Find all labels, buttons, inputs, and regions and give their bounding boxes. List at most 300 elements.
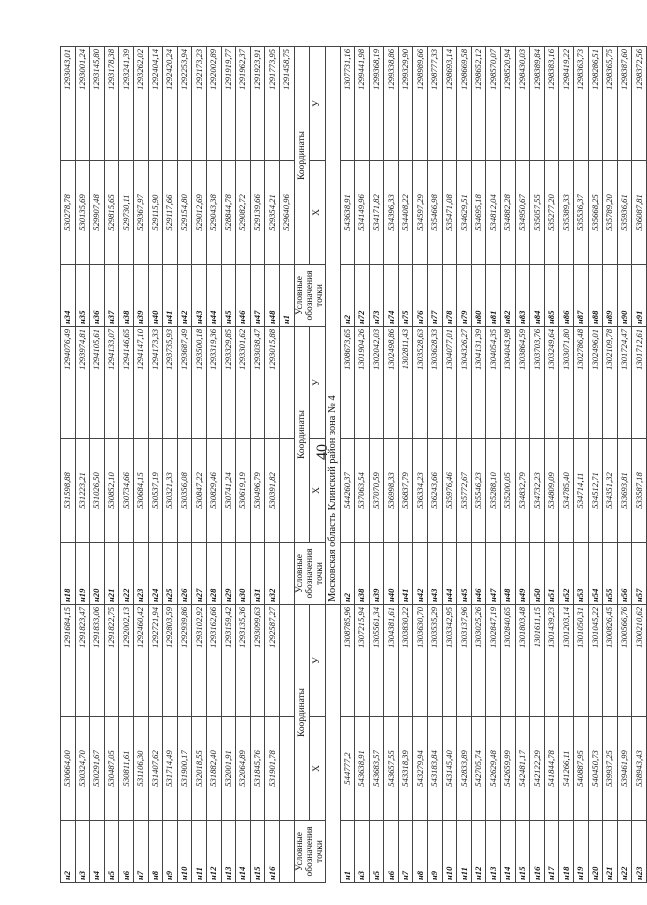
point-label: н11 xyxy=(192,821,207,883)
point-label: н13 xyxy=(221,821,236,883)
point-label: н79 xyxy=(457,265,472,327)
x-coordinate: 534832,79 xyxy=(515,439,530,543)
x-coordinate: 535976,46 xyxy=(442,439,457,543)
x-coordinate: 529907,48 xyxy=(90,161,105,265)
y-coordinate: 1303249,64 xyxy=(544,327,559,439)
table-row xyxy=(221,47,236,883)
point-label: н16 xyxy=(530,821,545,883)
point-label: н19 xyxy=(574,821,589,883)
y-coordinate: 1292002,89 xyxy=(206,47,221,161)
y-coordinate: 1293241,39 xyxy=(119,47,134,161)
x-coordinate: 530734,66 xyxy=(119,439,134,543)
point-label: н2 xyxy=(340,265,355,327)
point-label: н23 xyxy=(133,543,148,605)
x-coordinate: 541266,11 xyxy=(559,717,574,821)
y-coordinate: 1298669,58 xyxy=(457,47,472,161)
y-coordinate: 1292404,14 xyxy=(148,47,163,161)
table-row xyxy=(177,47,192,883)
y-coordinate: 1299368,19 xyxy=(369,47,384,161)
x-coordinate: 542833,89 xyxy=(457,717,472,821)
table-row xyxy=(501,47,516,883)
table-row xyxy=(530,47,545,883)
y-coordinate: 1299329,90 xyxy=(398,47,413,161)
point-label: н48 xyxy=(501,543,516,605)
y-coordinate: 1291833,06 xyxy=(90,605,105,717)
point-label: н1 xyxy=(279,265,294,327)
point-label: н11 xyxy=(457,821,472,883)
point-label: н21 xyxy=(603,821,618,883)
x-coordinate: 534629,51 xyxy=(457,161,472,265)
empty-cell xyxy=(279,439,294,543)
table-row xyxy=(61,47,76,883)
empty-cell xyxy=(279,543,294,605)
x-coordinate: 535772,67 xyxy=(457,439,472,543)
x-coordinate: 530278,78 xyxy=(61,161,76,265)
table-row xyxy=(355,47,370,883)
x-coordinate: 542122,29 xyxy=(530,717,545,821)
y-coordinate: 1291822,75 xyxy=(104,605,119,717)
point-label: н29 xyxy=(221,543,236,605)
point-label: н47 xyxy=(250,265,265,327)
point-label: н24 xyxy=(148,543,163,605)
point-label: н21 xyxy=(104,543,119,605)
y-coordinate: 1301712,61 xyxy=(632,327,647,439)
point-label: н81 xyxy=(486,265,501,327)
y-coordinate: 1304054,35 xyxy=(486,327,501,439)
point-label: н22 xyxy=(617,821,632,883)
y-coordinate: 1302496,01 xyxy=(588,327,603,439)
x-coordinate: 540450,73 xyxy=(588,717,603,821)
y-coordinate: 1304381,61 xyxy=(384,605,399,717)
x-coordinate: 542705,74 xyxy=(471,717,486,821)
y-coordinate: 1303535,29 xyxy=(428,605,443,717)
point-label: н15 xyxy=(250,821,265,883)
table-row xyxy=(206,47,221,883)
x-coordinate: 536998,33 xyxy=(384,439,399,543)
y-coordinate: 1298286,51 xyxy=(588,47,603,161)
point-label: н27 xyxy=(192,543,207,605)
x-coordinate: 531026,50 xyxy=(90,439,105,543)
y-coordinate: 1293162,66 xyxy=(206,605,221,717)
y-coordinate: 1303628,33 xyxy=(428,327,443,439)
x-coordinate: 530684,15 xyxy=(133,439,148,543)
x-coordinate: 529117,66 xyxy=(163,161,178,265)
x-coordinate: 529082,72 xyxy=(236,161,251,265)
x-coordinate: 529012,69 xyxy=(192,161,207,265)
y-coordinate: 1304326,27 xyxy=(457,327,472,439)
spacer-cell xyxy=(325,605,340,883)
point-label: н76 xyxy=(413,265,428,327)
point-label: н7 xyxy=(133,821,148,883)
point-label-header: Условные обозначения точки xyxy=(294,543,325,605)
x-coordinate: 536243,66 xyxy=(428,439,443,543)
coordinates-header: Координаты xyxy=(294,605,310,821)
point-label: н37 xyxy=(104,265,119,327)
x-coordinate: 530664,00 xyxy=(61,717,76,821)
table-row xyxy=(574,47,589,883)
zone-title: Московская область Клинский район зона № 4 xyxy=(325,47,340,605)
point-label: н83 xyxy=(515,265,530,327)
table-row xyxy=(515,47,530,883)
y-coordinate: 1298693,14 xyxy=(442,47,457,161)
y-coordinate: 1298383,16 xyxy=(544,47,559,161)
point-label: н5 xyxy=(104,821,119,883)
x-coordinate: 535536,37 xyxy=(574,161,589,265)
x-coordinate: 535200,05 xyxy=(501,439,516,543)
x-coordinate: 534408,22 xyxy=(398,161,413,265)
x-coordinate: 530324,70 xyxy=(75,717,90,821)
y-coordinate: 1298419,22 xyxy=(559,47,574,161)
y-coordinate: 1291773,95 xyxy=(265,47,280,161)
table-row xyxy=(384,47,399,883)
y-coordinate: 1293319,36 xyxy=(206,327,221,439)
x-coordinate: 535277,20 xyxy=(544,161,559,265)
header-row xyxy=(310,47,326,883)
x-header: X xyxy=(310,161,326,265)
x-coordinate: 543145,40 xyxy=(442,717,457,821)
x-coordinate: 530537,19 xyxy=(148,439,163,543)
x-coordinate: 530291,67 xyxy=(90,717,105,821)
table-row xyxy=(559,47,574,883)
x-coordinate: 534351,32 xyxy=(603,439,618,543)
x-coordinate: 529154,80 xyxy=(177,161,192,265)
point-label: н34 xyxy=(61,265,76,327)
y-coordinate: 1291962,37 xyxy=(236,47,251,161)
table-row xyxy=(148,47,163,883)
point-label: н50 xyxy=(530,543,545,605)
point-label: н85 xyxy=(544,265,559,327)
x-coordinate: 544260,37 xyxy=(340,439,355,543)
y-coordinate: 1298372,56 xyxy=(632,47,647,161)
x-coordinate: 543638,91 xyxy=(340,161,355,265)
y-coordinate: 1293159,42 xyxy=(221,605,236,717)
point-label: н75 xyxy=(398,265,413,327)
y-coordinate: 1303630,70 xyxy=(413,605,428,717)
point-label: н87 xyxy=(574,265,589,327)
x-coordinate: 534695,18 xyxy=(471,161,486,265)
empty-cell xyxy=(279,327,294,439)
point-label: н40 xyxy=(384,543,399,605)
point-label: н5 xyxy=(369,821,384,883)
x-coordinate: 535936,61 xyxy=(617,161,632,265)
x-coordinate: 534171,82 xyxy=(369,161,384,265)
y-coordinate: 1298520,94 xyxy=(501,47,516,161)
x-coordinate: 531901,78 xyxy=(265,717,280,821)
x-coordinate: 531106,30 xyxy=(133,717,148,821)
point-label: н49 xyxy=(515,543,530,605)
y-coordinate: 1300826,45 xyxy=(603,605,618,717)
x-coordinate: 543657,55 xyxy=(384,717,399,821)
y-coordinate: 1302811,43 xyxy=(398,327,413,439)
y-coordinate: 1293329,85 xyxy=(221,327,236,439)
x-coordinate: 534809,09 xyxy=(544,439,559,543)
x-coordinate: 532018,55 xyxy=(192,717,207,821)
table-row xyxy=(457,47,472,883)
point-label: н86 xyxy=(559,265,574,327)
point-label: н18 xyxy=(559,821,574,883)
point-label: н10 xyxy=(442,821,457,883)
y-coordinate: 1291684,15 xyxy=(61,605,76,717)
x-coordinate: 531845,76 xyxy=(250,717,265,821)
y-coordinate: 1293038,47 xyxy=(250,327,265,439)
table-row xyxy=(369,47,384,883)
x-coordinate: 536334,23 xyxy=(413,439,428,543)
x-coordinate: 536087,81 xyxy=(632,161,647,265)
x-coordinate: 529367,97 xyxy=(133,161,148,265)
y-coordinate: 1301050,31 xyxy=(574,605,589,717)
point-label: н17 xyxy=(544,821,559,883)
y-coordinate: 1304131,39 xyxy=(471,327,486,439)
point-label: н44 xyxy=(442,543,457,605)
point-label: н4 xyxy=(90,821,105,883)
x-coordinate: 530487,05 xyxy=(104,717,119,821)
y-coordinate: 1294133,07 xyxy=(104,327,119,439)
y-coordinate: 1300566,76 xyxy=(617,605,632,717)
y-coordinate: 1300210,62 xyxy=(632,605,647,717)
y-coordinate: 1301045,22 xyxy=(588,605,603,717)
point-label: н41 xyxy=(398,543,413,605)
y-coordinate: 1293135,36 xyxy=(236,605,251,717)
y-coordinate: 1303137,96 xyxy=(457,605,472,717)
x-coordinate: 529139,66 xyxy=(250,161,265,265)
x-coordinate: 530496,79 xyxy=(250,439,265,543)
y-coordinate: 1293301,62 xyxy=(236,327,251,439)
point-label: н8 xyxy=(413,821,428,883)
y-coordinate: 1293001,24 xyxy=(75,47,90,161)
table-row xyxy=(90,47,105,883)
point-label-header: Условные обозначения точки xyxy=(294,265,325,327)
y-header: У xyxy=(310,605,326,717)
point-label: н30 xyxy=(236,543,251,605)
x-coordinate: 531407,62 xyxy=(148,717,163,821)
point-label: н38 xyxy=(119,265,134,327)
point-label: н3 xyxy=(355,821,370,883)
y-coordinate: 1291823,47 xyxy=(75,605,90,717)
empty-cell xyxy=(279,717,294,821)
point-label: н28 xyxy=(206,543,221,605)
header-row xyxy=(294,47,310,883)
x-coordinate: 535288,10 xyxy=(486,439,501,543)
y-coordinate: 1302786,48 xyxy=(574,327,589,439)
y-coordinate: 1292803,59 xyxy=(163,605,178,717)
x-header: X xyxy=(310,717,326,821)
point-label: н44 xyxy=(206,265,221,327)
x-coordinate: 536837,79 xyxy=(398,439,413,543)
y-coordinate: 1294147,10 xyxy=(133,327,148,439)
x-coordinate: 531598,88 xyxy=(61,439,76,543)
y-coordinate: 1298389,84 xyxy=(530,47,545,161)
y-coordinate: 1303830,22 xyxy=(398,605,413,717)
y-coordinate: 1294173,33 xyxy=(148,327,163,439)
x-header: X xyxy=(310,439,326,543)
table-row xyxy=(236,47,251,883)
point-label: н18 xyxy=(61,543,76,605)
y-coordinate: 1293145,80 xyxy=(90,47,105,161)
y-coordinate: 1307215,94 xyxy=(355,605,370,717)
point-label: н39 xyxy=(369,543,384,605)
y-coordinate: 1294146,65 xyxy=(119,327,134,439)
point-label: н48 xyxy=(265,265,280,327)
y-coordinate: 1298363,73 xyxy=(574,47,589,161)
x-coordinate: 534882,28 xyxy=(501,161,516,265)
page-number: 40 xyxy=(314,444,331,460)
y-coordinate: 1298777,33 xyxy=(428,47,443,161)
point-label: н19 xyxy=(75,543,90,605)
point-label: н20 xyxy=(90,543,105,605)
table-row xyxy=(428,47,443,883)
point-label: н9 xyxy=(428,821,443,883)
x-coordinate: 534149,96 xyxy=(355,161,370,265)
x-coordinate: 529815,65 xyxy=(104,161,119,265)
point-label: н10 xyxy=(177,821,192,883)
x-coordinate: 534714,11 xyxy=(574,439,589,543)
point-label: н41 xyxy=(163,265,178,327)
point-label: н12 xyxy=(471,821,486,883)
y-coordinate: 1303025,26 xyxy=(471,605,486,717)
point-label: н1 xyxy=(340,821,355,883)
point-label: н16 xyxy=(265,821,280,883)
x-coordinate: 543318,39 xyxy=(398,717,413,821)
y-coordinate: 1298430,03 xyxy=(515,47,530,161)
y-header: У xyxy=(310,47,326,161)
x-coordinate: 530847,22 xyxy=(192,439,207,543)
y-coordinate: 1301724,47 xyxy=(617,327,632,439)
point-label: н2 xyxy=(340,543,355,605)
table-row xyxy=(471,47,486,883)
y-coordinate: 1292173,23 xyxy=(192,47,207,161)
point-label: н46 xyxy=(236,265,251,327)
x-coordinate: 537063,54 xyxy=(355,439,370,543)
point-label: н84 xyxy=(530,265,545,327)
x-coordinate: 540887,95 xyxy=(574,717,589,821)
y-coordinate: 1298989,66 xyxy=(413,47,428,161)
point-label: н43 xyxy=(428,543,443,605)
x-coordinate: 529115,90 xyxy=(148,161,163,265)
y-coordinate: 1301439,23 xyxy=(544,605,559,717)
point-label: н12 xyxy=(206,821,221,883)
x-coordinate: 532001,91 xyxy=(221,717,236,821)
point-label: н14 xyxy=(501,821,516,883)
empty-cell xyxy=(279,605,294,717)
point-label: н8 xyxy=(148,821,163,883)
point-label: н42 xyxy=(413,543,428,605)
table-row xyxy=(75,47,90,883)
x-coordinate: 542481,17 xyxy=(515,717,530,821)
point-label: н55 xyxy=(603,543,618,605)
y-coordinate: 1292721,94 xyxy=(148,605,163,717)
point-label: н32 xyxy=(265,543,280,605)
y-coordinate: 1294076,49 xyxy=(61,327,76,439)
x-coordinate: 530356,08 xyxy=(177,439,192,543)
point-label: н6 xyxy=(384,821,399,883)
x-coordinate: 531714,49 xyxy=(163,717,178,821)
y-coordinate: 1304043,98 xyxy=(501,327,516,439)
x-coordinate: 534512,71 xyxy=(588,439,603,543)
point-label: н20 xyxy=(588,821,603,883)
x-coordinate: 530391,82 xyxy=(265,439,280,543)
y-coordinate: 1292460,42 xyxy=(133,605,148,717)
x-coordinate: 529730,11 xyxy=(119,161,134,265)
point-label: н35 xyxy=(75,265,90,327)
y-header: У xyxy=(310,327,326,439)
table-row xyxy=(279,47,294,883)
x-coordinate: 529043,38 xyxy=(206,161,221,265)
point-label: н72 xyxy=(355,265,370,327)
x-coordinate: 537070,59 xyxy=(369,439,384,543)
x-coordinate: 533693,81 xyxy=(617,439,632,543)
point-label: н9 xyxy=(163,821,178,883)
point-label: н14 xyxy=(236,821,251,883)
x-coordinate: 529354,21 xyxy=(265,161,280,265)
point-label: н22 xyxy=(119,543,134,605)
point-label: н88 xyxy=(588,265,603,327)
coordinates-table xyxy=(60,46,647,883)
point-label: н23 xyxy=(632,821,647,883)
table-row xyxy=(632,47,647,883)
table-row xyxy=(340,47,355,883)
y-coordinate: 1303864,59 xyxy=(515,327,530,439)
point-label: н26 xyxy=(177,543,192,605)
point-label: н15 xyxy=(515,821,530,883)
y-coordinate: 1292587,27 xyxy=(265,605,280,717)
x-coordinate: 542659,99 xyxy=(501,717,516,821)
table-row xyxy=(163,47,178,883)
y-coordinate: 1308785,96 xyxy=(340,605,355,717)
y-coordinate: 1293043,01 xyxy=(61,47,76,161)
x-coordinate: 543183,84 xyxy=(428,717,443,821)
y-coordinate: 1302498,86 xyxy=(384,327,399,439)
x-coordinate: 534732,23 xyxy=(530,439,545,543)
table-row xyxy=(119,47,134,883)
table-row xyxy=(588,47,603,883)
y-coordinate: 1302042,03 xyxy=(369,327,384,439)
y-coordinate: 1305561,34 xyxy=(369,605,384,717)
table-row xyxy=(192,47,207,883)
y-coordinate: 1303342,95 xyxy=(442,605,457,717)
y-coordinate: 1292002,13 xyxy=(119,605,134,717)
point-label: н89 xyxy=(603,265,618,327)
y-coordinate: 1292253,94 xyxy=(177,47,192,161)
x-coordinate: 543683,57 xyxy=(369,717,384,821)
x-coordinate: 535789,20 xyxy=(603,161,618,265)
coordinates-header: Координаты xyxy=(294,47,310,265)
x-coordinate: 530852,10 xyxy=(104,439,119,543)
y-coordinate: 1301611,15 xyxy=(530,605,545,717)
point-label: н52 xyxy=(559,543,574,605)
empty-cell xyxy=(279,821,294,883)
y-coordinate: 1293735,93 xyxy=(163,327,178,439)
point-label: н6 xyxy=(119,821,134,883)
point-label: н7 xyxy=(398,821,413,883)
table-row xyxy=(544,47,559,883)
y-coordinate: 1293015,88 xyxy=(265,327,280,439)
x-coordinate: 534950,67 xyxy=(515,161,530,265)
x-coordinate: 544777,2 xyxy=(340,717,355,821)
x-coordinate: 539461,99 xyxy=(617,717,632,821)
point-label: н25 xyxy=(163,543,178,605)
y-coordinate: 1301904,26 xyxy=(355,327,370,439)
point-label-header: Условные обозначения точки xyxy=(294,821,325,883)
coordinates-header: Координаты xyxy=(294,327,310,543)
point-label: н78 xyxy=(442,265,457,327)
point-label: н51 xyxy=(544,543,559,605)
y-coordinate: 1293099,63 xyxy=(250,605,265,717)
y-coordinate: 1302109,78 xyxy=(603,327,618,439)
x-coordinate: 534785,40 xyxy=(559,439,574,543)
point-label: н39 xyxy=(133,265,148,327)
table-row xyxy=(133,47,148,883)
point-label: н2 xyxy=(61,821,76,883)
